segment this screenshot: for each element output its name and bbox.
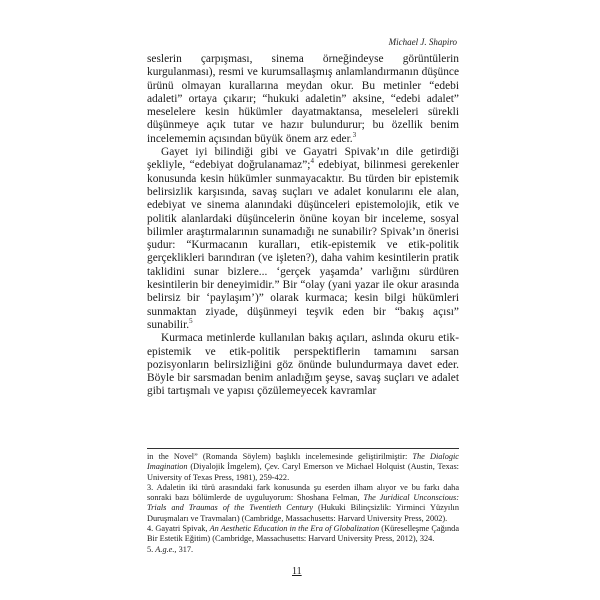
paragraph-text: Kurmaca metinlerde kullanılan bakış açıları, aslında okuru etik-epistemik ve etik-politik perspektiflerin tamamını sarsan pozisyonların belirsizliğini göz önünde bulundurmaya davet eder. Böyle bir sarsmadan benim anladığım şeyse, savaş suçları ve adalet gibi tartışmalı ve yapısı çözülemeyecek kavramlar: [147, 332, 459, 398]
footnote-ref-4: 4: [310, 157, 314, 166]
paragraph-text: seslerin çarpışması, sinema örneğindeyse görüntülerin kurgulanması), resmi ve kurumsallaşmış anlamlandırmanın düşünce ürünü olmayan kurallarına meydan okur. Bu metinler “edebi adaleti” ortaya çıkarır; “hukuki adaletin” aksine, “edebi adalet” meselelere kesin hükümler dayatmaktansa, meseleleri sürekli düşünmeye açık tutar ve hazır bulundurur; bu özellik benim incelememin açısından büyük önem arz eder.: [147, 53, 459, 145]
footnote-5: 5. A.g.e., 317.: [147, 544, 194, 554]
footnote-continuation: in the Novel” (Romanda Söylem) başlıklı incelemesinde geliştirilmiştir: The Dialogic Imagination (Diyalojik İmgelem), Çev. Caryl Emerson ve Michael Holquist (Austin, Texas: University of Texas Press, 1981), 259-422.: [147, 452, 459, 482]
book-title: The Dialogic Imagination: [147, 452, 459, 472]
ibid: A.g.e.: [155, 544, 175, 554]
paragraph-text: edebiyat, bilinmesi gerekenler konusunda kesin hükümler sunmayacaktır. Bu türden bir epistemik belirsizlik karşısında, savaş suçları ve adalet konularını ele alan, edebiyat ve sinema alanındaki düşünceleri epistemolojik, etik ve politik alanlardaki düşüncelerin önüne koyan bir inceleme, sosyal bilimler araştırmalarının sunamadığı ne sunabilir? Spivak’ın önerisi şudur: “Kurmacanın kuralları, etik-epistemik ve etik-politik gerçeklikleri barındıran (ve işleten?), daha vahim kesintilerin pratik taklidini sunar bizlere... ‘gerçek yaşamda’ varlığını sürdüren kesintilerin bir deneyimidir.” Bir “olay (yani yazar ile okur arasında belirsiz bir ‘paylaşım’)” olarak kurmaca; kesin bilgi hükümleri sunmaktan ziyade, düşünmeyi teşvik eden bir “bakış açısı” sunabilir.: [147, 159, 459, 331]
footnote-4: 4. Gayatri Spivak, An Aesthetic Education in the Era of Globalization (Küreselleşme Çağında Bir Estetik Eğitim) (Cambridge, Massachusetts: Harvard University Press, 2012), 324.: [147, 524, 460, 544]
footnote-ref-5: 5: [189, 317, 193, 326]
paragraph-3: [147, 332, 459, 398]
paragraph-1: [147, 53, 459, 146]
paragraph-2: [147, 146, 459, 332]
book-title: An Aesthetic Education in the Era of Globalization: [209, 524, 380, 534]
paragraph-text: Gayet iyi bilindiği gibi ve Gayatri Spivak’ın dile getirdiği şekliyle, “edebiyat doğrulanamaz”;: [147, 146, 459, 172]
page-number: 11: [292, 566, 302, 577]
footnote-ref-3: 3: [352, 130, 357, 139]
book-title: The Juridical Unconscious: Trials and Traumas of the Twentieth Century: [147, 493, 459, 513]
footnote-3: 3. Adaletin iki türü arasındaki fark konusunda şu eserden ilham alıyor ve bu farkı daha sonraki bazı bölümlerde de uyguluyorum: Shoshana Felman, The Juridical Unconscious: Trials and Traumas of the Twentieth Century (Hukuki Bilinçsizlik: Yirminci Yüzyılın Duruşmaları ve Travmaları) (Cambridge, Massachusetts: Harvard University Press, 2002).: [147, 482, 459, 523]
footnotes: [147, 448, 459, 555]
body-text: [147, 53, 459, 399]
running-head-author: Michael J. Shapiro: [388, 37, 457, 47]
